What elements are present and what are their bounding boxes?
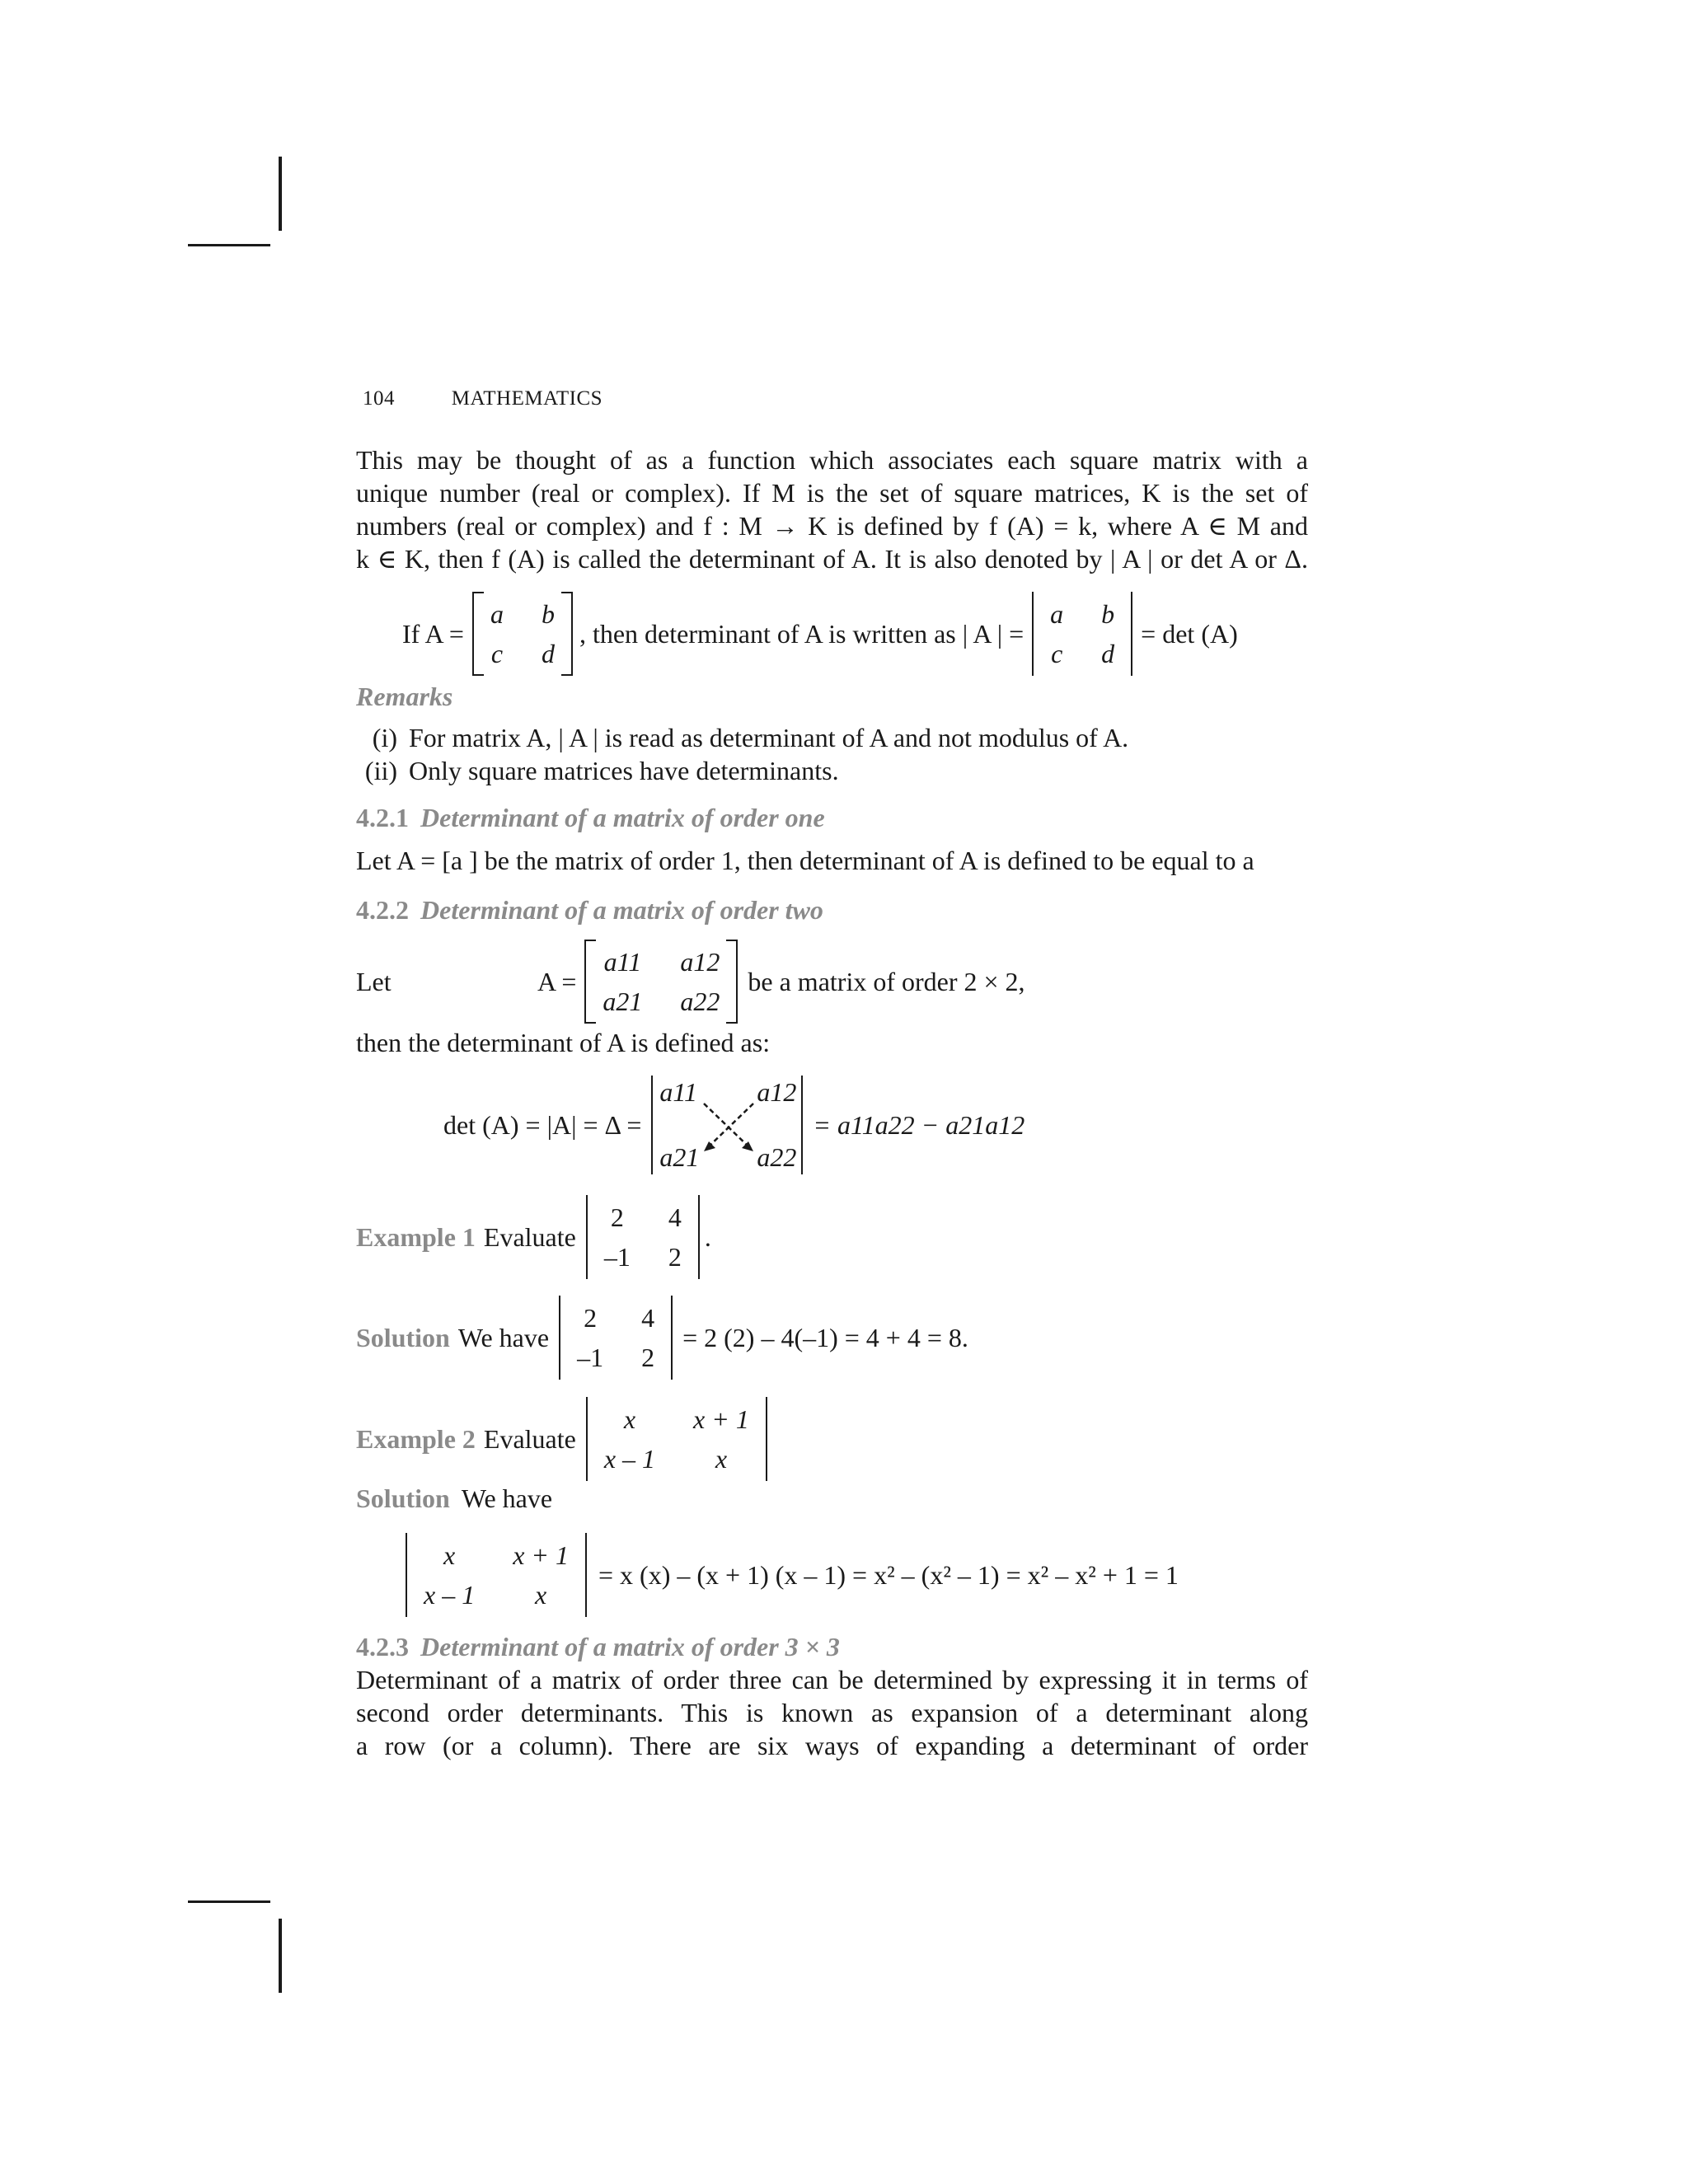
example-2-solution-heading — [356, 1482, 1308, 1515]
matrix-cell: a — [490, 599, 504, 629]
intro-paragraph — [356, 443, 1308, 575]
det-cell: d — [1101, 639, 1115, 668]
det-cell: a22 — [757, 1142, 797, 1172]
section-4-2-3 — [356, 1630, 1308, 1762]
header-title: MATHEMATICS — [451, 387, 603, 410]
det-cell: a11 — [659, 1077, 698, 1107]
paragraph-line: Determinant of a matrix of order three can be determined by expressing it in terms of — [356, 1665, 1308, 1694]
solution-2-determinant — [406, 1533, 587, 1617]
remark-item — [356, 754, 1308, 787]
det-cell: a — [1050, 599, 1064, 629]
det-cell: x + 1 — [513, 1540, 569, 1570]
section-title: Determinant of a matrix of order one — [420, 803, 825, 832]
matrix-cell: a22 — [680, 987, 720, 1016]
section-heading — [356, 893, 1308, 926]
eq-text: = a11a22 − a21a12 — [813, 1109, 1025, 1140]
det-cell: a21 — [659, 1142, 700, 1172]
section-4-2-2 — [356, 893, 1308, 926]
crop-mark-bottom-horizontal — [188, 1900, 270, 1903]
solution-text: We have — [461, 1483, 553, 1513]
solution-result: = 2 (2) – 4(–1) = 4 + 4 = 8. — [682, 1322, 968, 1352]
example-2 — [356, 1397, 767, 1481]
running-header — [363, 387, 603, 410]
remarks-title: Remarks — [356, 682, 453, 711]
eq-text: Let — [356, 966, 392, 996]
example-1-determinant — [586, 1195, 700, 1279]
intro-line: numbers (real or complex) and f : M → K is defined by f (A) = k, where A ∈ M and — [356, 511, 1308, 541]
crop-mark-top-vertical — [279, 157, 282, 231]
remark-number: (ii) — [364, 756, 397, 785]
det-cell: x — [535, 1580, 547, 1610]
matrix-order-two-definition — [356, 940, 1025, 1024]
crop-mark-bottom-vertical — [279, 1919, 282, 1993]
det-cell: x — [443, 1540, 456, 1570]
example-1 — [356, 1195, 711, 1279]
det-order-two-definition — [443, 1076, 1025, 1174]
solution-label: Solution — [356, 1483, 450, 1513]
remark-text: Only square matrices have determinants. — [409, 756, 839, 785]
det-cell: x — [623, 1404, 636, 1434]
matrix-cell: b — [541, 599, 555, 629]
det-cell: 4 — [641, 1303, 655, 1333]
solution-result: = x (x) – (x + 1) (x – 1) = x² – (x² – 1) = x² – x² + 1 = 1 — [598, 1559, 1179, 1590]
matrix-cell: a12 — [680, 947, 720, 977]
cross-arrows-icon — [653, 1076, 801, 1174]
paragraph-line: a row (or a column). There are six ways of expanding a determinant of order — [356, 1731, 1308, 1760]
then-line: then the determinant of A is defined as: — [356, 1028, 771, 1057]
intro-line: This may be thought of as a function which associates each square matrix with a — [356, 445, 1308, 475]
intro-line: k ∈ K, then f (A) is called the determinant of A. It is also denoted by | A | or det A or Δ. — [356, 544, 1308, 574]
remarks-section — [356, 680, 1308, 787]
det-cell: x + 1 — [693, 1404, 749, 1434]
det-cell: x – 1 — [603, 1444, 656, 1474]
matrix-cell: a21 — [603, 987, 643, 1016]
intro-line: unique number (real or complex). If M is the set of square matrices, K is the set of — [356, 478, 1308, 508]
det-cell: x – 1 — [424, 1580, 476, 1610]
section-4-2-1 — [356, 801, 1308, 877]
crop-mark-top-horizontal — [188, 244, 270, 246]
eq-text: . — [704, 1221, 711, 1252]
example-text: Evaluate — [483, 1423, 576, 1454]
example-label: Example 1 — [356, 1221, 476, 1252]
eq-text: be a matrix of order 2 × 2, — [748, 966, 1025, 996]
matrix-cell: d — [541, 639, 555, 668]
matrix-cell: c — [490, 639, 504, 668]
det-cell: –1 — [603, 1242, 631, 1272]
paragraph-line: second order determinants. This is known as expansion of a determinant along — [356, 1698, 1308, 1727]
solution-1-determinant — [559, 1296, 673, 1380]
section-number: 4.2.1 — [356, 803, 409, 832]
det-cell: 4 — [668, 1202, 682, 1232]
page-number: 104 — [363, 387, 395, 410]
example-label: Example 2 — [356, 1423, 476, 1454]
cross-multiplication-diagram — [651, 1076, 803, 1174]
definition-equation — [402, 592, 1238, 676]
eq-text: , then determinant of A is written as | A | = — [579, 618, 1025, 649]
example-2-determinant — [586, 1397, 767, 1481]
example-1-solution — [356, 1296, 968, 1380]
det-cell: b — [1101, 599, 1115, 629]
remark-item — [356, 721, 1308, 754]
section-title: Determinant of a matrix of order two — [420, 895, 823, 925]
remark-text: For matrix A, | A | is read as determinant of A and not modulus of A. — [409, 723, 1129, 752]
eq-text: If A = — [402, 618, 464, 649]
section-heading — [356, 801, 1308, 834]
section-paragraph — [356, 1663, 1308, 1762]
solution-text: We have — [457, 1322, 550, 1352]
det-cell: 2 — [641, 1343, 655, 1372]
det-cell: 2 — [584, 1303, 598, 1333]
matrix-a — [472, 592, 573, 676]
section-heading — [356, 1630, 1308, 1663]
example-2-solution-equation — [406, 1533, 1179, 1617]
eq-text: det (A) = |A| = Δ = — [443, 1109, 642, 1140]
determinant-a — [1032, 592, 1132, 676]
det-cell: 2 — [610, 1202, 624, 1232]
det-cell: c — [1051, 639, 1063, 668]
det-cell: x — [715, 1444, 728, 1474]
solution-label: Solution — [356, 1322, 450, 1352]
matrix-a-order-two — [584, 940, 738, 1024]
eq-text: = det (A) — [1141, 618, 1238, 649]
section-title: Determinant of a matrix of order 3 × 3 — [420, 1632, 840, 1661]
det-cell: 2 — [668, 1242, 682, 1272]
det-cell: –1 — [577, 1343, 604, 1372]
section-number: 4.2.2 — [356, 895, 409, 925]
eq-text: A = — [537, 966, 577, 996]
section-text: Let A = [a ] be the matrix of order 1, then determinant of A is defined to be equal to a — [356, 846, 1254, 875]
matrix-cell: a11 — [603, 947, 642, 977]
example-text: Evaluate — [483, 1221, 576, 1252]
remark-number: (i) — [372, 723, 397, 752]
section-number: 4.2.3 — [356, 1632, 409, 1661]
det-cell: a12 — [757, 1077, 797, 1107]
